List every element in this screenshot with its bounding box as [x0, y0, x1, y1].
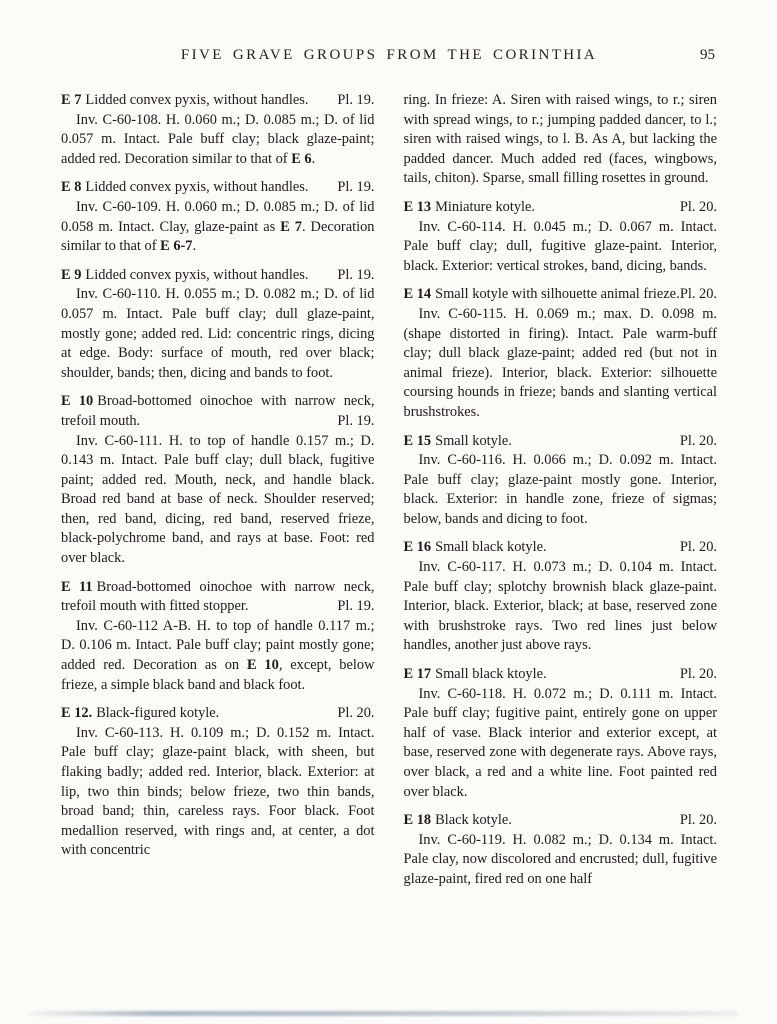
- entry-title: Small kotyle.: [435, 432, 512, 449]
- entry-heading: [61, 578, 375, 617]
- entry-body: Inv. C-60-115. H. 0.069 m.; max. D. 0.098 m. (shape distorted in firing). Intact. Pale warm-buff clay; dull black glaze-paint; added red (but not in animal frieze). Interior, black. Exterior: silhouette coursing hounds in frieze; bands and slanting vertical brushstrokes.: [403, 305, 717, 420]
- entry-body: Inv. C-60-118. H. 0.072 m.; D. 0.111 m. Intact. Pale buff clay; fugitive paint, entirely gone on upper half of vase. Black interior and exterior except, at base, reserved zone with degenerate rays. Above rays, over black, a red and a white line. Foot painted red over black.: [403, 685, 717, 800]
- entry-e9: [61, 266, 375, 384]
- plate-ref: Pl. 19.: [337, 266, 375, 283]
- entry-id: E 8: [61, 179, 82, 196]
- entry-id: E 10: [61, 393, 94, 410]
- entry-body: Inv. C-60-119. H. 0.082 m.; D. 0.134 m. Intact. Pale clay, now discolored and encrusted; dull, fugitive glaze-paint, fired red on one half: [403, 831, 717, 887]
- entry-e12: [61, 704, 375, 861]
- entry-body: Inv. C-60-114. H. 0.045 m.; D. 0.067 m. Intact. Pale buff clay; dull, fugitive glaze-paint. Interior, black. Exterior: vertical strokes, band, dicing, bands.: [403, 218, 717, 274]
- entry-body: Inv. C-60-109. H. 0.060 m.; D. 0.085 m.; D. of lid 0.058 m. Intact. Clay, glaze-paint as E 7. Decoration similar to that of E 6-7.: [61, 198, 375, 255]
- column-right: [404, 91, 718, 890]
- entry-body: Inv. C-60-116. H. 0.066 m.; D. 0.092 m. Intact. Pale buff clay; glaze-paint mostly gone. Interior, black. Exterior: in handle zone, frieze of sigmas; below, bands and dicing to foot.: [403, 452, 717, 527]
- entry-e12-continuation: ring. In frieze: A. Siren with raised wings, to r.; siren with spread wings, to r.; jumping padded dancer, to l.; siren with raised wings, to l. B. As A, but lacking the padded dancer. Much added red (faces, wingbows, tails, chiton). Sparse, small filling rosettes in ground.: [403, 92, 717, 187]
- plate-ref: Pl. 20.: [679, 539, 717, 556]
- entry-heading: [404, 198, 718, 218]
- entry-title: Black-figured kotyle.: [96, 705, 220, 722]
- entry-id: E 15: [403, 432, 432, 449]
- plate-ref: Pl. 20.: [679, 812, 717, 829]
- entry-e16: [404, 538, 718, 656]
- entry-id: E 17: [403, 666, 432, 683]
- entry-id: E 14: [403, 286, 432, 303]
- entry-body: Inv. C-60-117. H. 0.073 m.; D. 0.104 m. Intact. Pale buff clay; splotchy brownish black glaze-paint. Interior, black. Exterior, black; at base, reserved zone with brushstroke rays. Two red lines just below handles, another just above rays.: [403, 559, 717, 654]
- entry-e10: [61, 392, 375, 568]
- entry-title: Lidded convex pyxis, without handles.: [85, 92, 309, 108]
- entry-e15: [404, 432, 718, 530]
- entry-e7: [61, 91, 375, 169]
- entry-id: E 9: [61, 266, 82, 283]
- plate-ref: Pl. 19.: [337, 598, 375, 615]
- entry-heading: [404, 285, 718, 305]
- entry-heading: [404, 811, 718, 831]
- entry-id: E 18: [403, 812, 432, 829]
- entry-heading: [61, 392, 375, 431]
- page-header: [61, 47, 717, 69]
- entry-heading: [61, 266, 375, 286]
- plate-ref: Pl. 19.: [337, 92, 375, 108]
- entry-e8: [61, 178, 375, 256]
- entry-heading: [61, 91, 375, 111]
- page-number: 95: [700, 47, 715, 63]
- entry-e11: [61, 578, 375, 696]
- entry-id: E 13: [403, 198, 432, 215]
- plate-ref: Pl. 20.: [679, 432, 717, 449]
- column-left: [61, 91, 375, 890]
- entry-e14: [404, 285, 718, 422]
- entry-title: Broad-bottomed oinochoe with narrow neck, trefoil mouth with fitted stopper.: [61, 578, 375, 615]
- entry-id: E 7: [61, 92, 82, 108]
- entry-e18: [404, 811, 718, 889]
- entry-e17: [404, 665, 718, 802]
- entry-id: E 11: [61, 578, 93, 595]
- entry-e13: [404, 198, 718, 276]
- entry-title: Black kotyle.: [435, 812, 512, 829]
- entry-body: Inv. C-60-111. H. to top of handle 0.157 m.; D. 0.143 m. Intact. Pale buff clay; dull black, fugitive paint; added red. Mouth, neck, and handle black. Broad red band at base of neck. Shoulder reserved; then, red band, dicing, red band, reserved frieze, black-polychrome band, and rays at base. Foot: red over black.: [61, 432, 375, 567]
- entry-heading: [61, 704, 375, 724]
- entry-title: Small black ktoyle.: [435, 666, 547, 683]
- entry-heading: [61, 178, 375, 198]
- plate-ref: Pl. 19.: [337, 179, 375, 196]
- entry-title: Lidded convex pyxis, without handles.: [85, 266, 309, 283]
- entry-title: Small kotyle with silhouette animal frieze.: [435, 286, 680, 303]
- entry-body: Inv. C-60-113. H. 0.109 m.; D. 0.152 m. Intact. Pale buff clay; glaze-paint black, with sheen, but flaking badly; added red. Interior, black. Exterior: at lip, two thin binds; below frieze, two thin bands, broad band; thin, careless rays. Foor black. Foot medallion reserved, with rings and, at center, a dot with concentric: [61, 724, 375, 859]
- entry-heading: [404, 432, 718, 452]
- plate-ref: Pl. 20.: [679, 286, 717, 303]
- entry-title: Lidded convex pyxis, without handles.: [85, 179, 309, 196]
- entry-heading: [404, 665, 718, 685]
- entry-heading: [404, 538, 718, 558]
- entry-title: Broad-bottomed oinochoe with narrow neck, trefoil mouth.: [61, 393, 375, 429]
- two-column-body: [61, 91, 717, 890]
- entry-id: E 16: [403, 539, 432, 556]
- entry-body: Inv. C-60-108. H. 0.060 m.; D. 0.085 m.; D. of lid 0.057 m. Intact. Pale buff clay; black glaze-paint; added red. Decoration similar to that of E 6.: [61, 111, 375, 167]
- plate-ref: Pl. 19.: [337, 412, 375, 429]
- scan-edge-artifact: [28, 1011, 739, 1016]
- running-title: FIVE GRAVE GROUPS FROM THE CORINTHIA: [180, 47, 598, 63]
- entry-id: E 12.: [61, 705, 93, 722]
- plate-ref: Pl. 20.: [679, 666, 717, 683]
- entry-body: Inv. C-60-110. H. 0.055 m.; D. 0.082 m.; D. of lid 0.057 m. Intact. Pale buff clay; dull glaze-paint, mostly gone; added red. Lid: concentric rings, dicing at edge. Body: surface of mouth, red over black; shoulder, bands; then, dicing and bands to foot.: [61, 286, 375, 381]
- entry-title: Small black kotyle.: [435, 539, 547, 556]
- entry-title: Miniature kotyle.: [435, 198, 536, 215]
- plate-ref: Pl. 20.: [337, 705, 375, 722]
- entry-body: Inv. C-60-112 A-B. H. to top of handle 0.117 m.; D. 0.106 m. Intact. Pale buff clay; paint mostly gone; added red. Decoration as on E 10, except, below frieze, a simple black band and black foot.: [61, 617, 375, 693]
- plate-ref: Pl. 20.: [679, 198, 717, 215]
